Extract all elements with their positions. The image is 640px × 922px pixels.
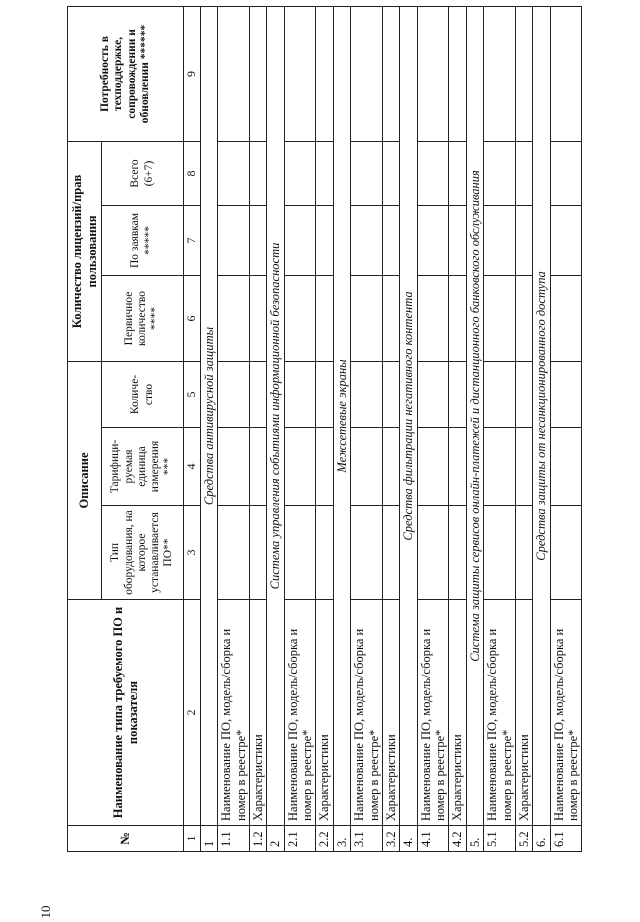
row-number-cell: 2.1 [284,826,316,852]
empty-value-cell [484,141,516,205]
empty-value-cell [449,205,466,275]
empty-value-cell [351,205,383,275]
empty-value-cell [351,506,383,600]
empty-value-cell [249,275,266,361]
row-number-cell: 2.2 [316,826,333,852]
empty-value-cell [484,205,516,275]
empty-value-cell [515,428,532,506]
row-number-cell: 3.2 [382,826,399,852]
empty-value-cell [351,141,383,205]
empty-value-cell [515,141,532,205]
empty-value-cell [284,428,316,506]
item-name-cell: Характеристики [316,600,333,826]
empty-value-cell [484,506,516,600]
empty-value-cell [449,506,466,600]
column-number-cell: 6 [184,275,201,361]
empty-value-cell [284,205,316,275]
section-row [400,6,417,851]
table-row [316,6,333,851]
section-title-cell: Средства фильтрации негативного контента [400,6,417,825]
empty-value-cell [351,361,383,427]
empty-value-cell [218,141,250,205]
empty-value-cell [550,205,582,275]
empty-value-cell [249,361,266,427]
row-number-cell: 3.1 [351,826,383,852]
item-name-cell: Наименование ПО, модель/сборка и номер в реестре* [351,600,383,826]
item-name-cell: Наименование ПО, модель/сборка и номер в реестре* [550,600,582,826]
item-name-cell: Наименование ПО, модель/сборка и номер в реестре* [417,600,449,826]
empty-value-cell [550,428,582,506]
section-row [333,6,350,851]
empty-value-cell [284,506,316,600]
empty-value-cell [484,361,516,427]
empty-value-cell [351,275,383,361]
table-row [218,6,250,851]
empty-value-cell [218,428,250,506]
item-name-cell: Характеристики [449,600,466,826]
empty-value-cell [515,6,532,141]
section-row [267,6,284,851]
column-number-cell: 1 [184,826,201,852]
column-number-row [184,6,201,851]
table-row [284,6,316,851]
row-number-cell: 4. [400,826,417,852]
empty-value-cell [316,428,333,506]
row-number-cell: 5.1 [484,826,516,852]
header-total: Всего (6+7) [102,141,184,205]
empty-value-cell [249,205,266,275]
empty-value-cell [382,275,399,361]
header-software-type: Наименование типа требуемого ПО и показателя [68,600,184,826]
empty-value-cell [550,141,582,205]
table-row [515,6,532,851]
row-number-cell: 6.1 [550,826,582,852]
empty-value-cell [249,6,266,141]
section-title-cell: Средства антивирусной защиты [200,6,217,825]
empty-value-cell [417,506,449,600]
empty-value-cell [382,6,399,141]
empty-value-cell [284,6,316,141]
empty-value-cell [550,506,582,600]
empty-value-cell [515,205,532,275]
item-name-cell: Характеристики [382,600,399,826]
empty-value-cell [382,428,399,506]
empty-value-cell [382,205,399,275]
table-row [449,6,466,851]
section-row [466,6,483,851]
item-name-cell: Наименование ПО, модель/сборка и номер в реестре* [218,600,250,826]
empty-value-cell [351,6,383,141]
empty-value-cell [417,361,449,427]
empty-value-cell [515,361,532,427]
column-number-cell: 5 [184,361,201,427]
empty-value-cell [284,141,316,205]
row-number-cell: 4.1 [417,826,449,852]
item-name-cell: Характеристики [515,600,532,826]
section-title-cell: Система защиты сервисов онлайн-платежей и дистанционного банковского обслуживания [466,6,483,825]
empty-value-cell [218,361,250,427]
header-licenses-group: Количество лицензий/прав пользования [68,141,102,361]
software-requirements-table [67,6,582,852]
empty-value-cell [484,428,516,506]
empty-value-cell [316,141,333,205]
header-equipment-type: Тип оборудования, на которое устанавливается ПО** [102,506,184,600]
empty-value-cell [382,141,399,205]
empty-value-cell [550,6,582,141]
header-number: № [68,826,184,852]
empty-value-cell [550,361,582,427]
empty-value-cell [484,6,516,141]
row-number-cell: 1.2 [249,826,266,852]
empty-value-cell [417,205,449,275]
header-initial-quantity: Первичное количество **** [102,275,184,361]
section-row [533,6,550,851]
empty-value-cell [449,428,466,506]
row-number-cell: 6. [533,826,550,852]
section-row [200,6,217,851]
table-row [417,6,449,851]
empty-value-cell [382,506,399,600]
item-name-cell: Наименование ПО, модель/сборка и номер в реестре* [484,600,516,826]
column-number-cell: 4 [184,428,201,506]
empty-value-cell [550,275,582,361]
table-body [200,6,582,851]
table-row [351,6,383,851]
page-number: 10 [38,905,53,919]
header-description-group: Описание [68,361,102,599]
empty-value-cell [417,6,449,141]
column-number-cell: 8 [184,141,201,205]
table-row [484,6,516,851]
empty-value-cell [449,361,466,427]
row-number-cell: 3. [333,826,350,852]
empty-value-cell [218,275,250,361]
empty-value-cell [316,6,333,141]
row-number-cell: 1 [200,826,217,852]
column-number-cell: 7 [184,205,201,275]
row-number-cell: 5. [466,826,483,852]
empty-value-cell [449,6,466,141]
section-title-cell: Система управления событиями информационной безопасности [267,6,284,825]
header-quantity: Количе-ство [102,361,184,427]
empty-value-cell [316,361,333,427]
section-title-cell: Средства защиты от несанкционированного доступа [533,6,550,825]
table-row [550,6,582,851]
empty-value-cell [284,275,316,361]
empty-value-cell [515,275,532,361]
empty-value-cell [249,506,266,600]
row-number-cell: 1.1 [218,826,250,852]
empty-value-cell [218,506,250,600]
row-number-cell: 5.2 [515,826,532,852]
empty-value-cell [449,275,466,361]
column-number-cell: 2 [184,600,201,826]
empty-value-cell [249,428,266,506]
empty-value-cell [351,428,383,506]
empty-value-cell [382,361,399,427]
empty-value-cell [515,506,532,600]
empty-value-cell [316,506,333,600]
rotated-table-page [67,7,637,852]
empty-value-cell [449,141,466,205]
row-number-cell: 4.2 [449,826,466,852]
empty-value-cell [417,275,449,361]
empty-value-cell [218,6,250,141]
item-name-cell: Наименование ПО, модель/сборка и номер в реестре* [284,600,316,826]
row-number-cell: 2 [267,826,284,852]
empty-value-cell [249,141,266,205]
empty-value-cell [417,428,449,506]
header-tariff-unit: Тарифици-руемая единица измерения *** [102,428,184,506]
empty-value-cell [284,361,316,427]
column-number-cell: 3 [184,506,201,600]
empty-value-cell [316,275,333,361]
table-row [249,6,266,851]
empty-value-cell [218,205,250,275]
empty-value-cell [484,275,516,361]
item-name-cell: Характеристики [249,600,266,826]
header-support-needs: Потребность в техподдержке, сопровождении и обновлении ****** [68,6,184,141]
column-number-cell: 9 [184,6,201,141]
table-row [382,6,399,851]
header-by-requests: По заявкам ***** [102,205,184,275]
empty-value-cell [316,205,333,275]
section-title-cell: Межсетевые экраны [333,6,350,825]
empty-value-cell [417,141,449,205]
